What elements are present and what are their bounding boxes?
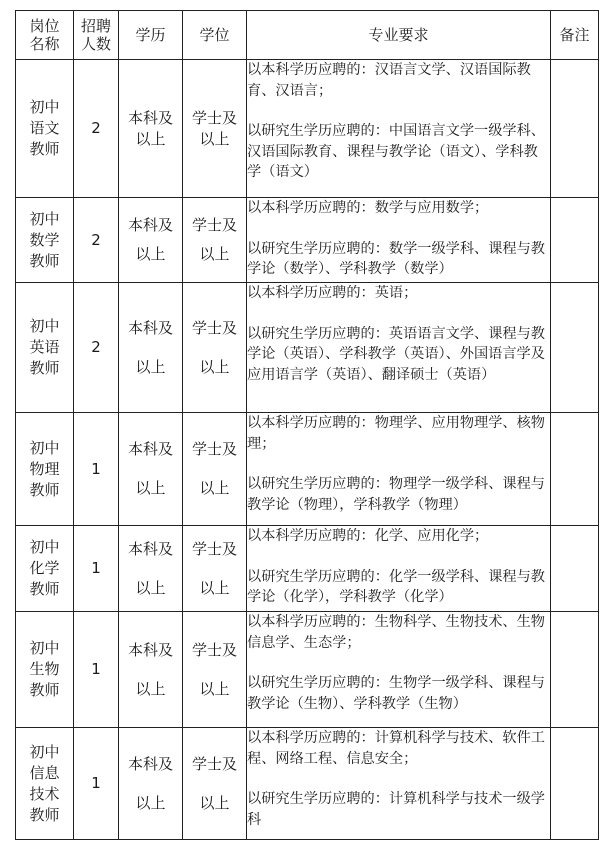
post-name-line: 教师 [29, 359, 60, 377]
education-line: 以上 [135, 357, 166, 376]
post-name-line: 技术 [29, 784, 60, 803]
post-name-line: 初中 [29, 438, 60, 457]
major-graduate: 以研究生学历应聘的：中国语言文学一级学科、汉语国际教育、课程与教学论（语文）、学科教学（语文） [247, 123, 545, 180]
count-cell: 2 [74, 60, 119, 198]
major-bachelor: 以本科学历应聘的：英语； [247, 285, 418, 301]
major-bachelor: 以本科学历应聘的：化学、应用化学； [247, 528, 489, 544]
degree-cell [183, 526, 247, 612]
header-degree: 学位 [183, 11, 247, 60]
education-cell [119, 283, 183, 413]
header-note: 备注 [551, 11, 599, 60]
count-cell: 1 [74, 728, 119, 840]
degree-line: 学士及 [191, 108, 237, 127]
post-name-line: 化学 [29, 559, 60, 577]
header-post [16, 11, 74, 60]
major-bachelor: 以本科学历应聘的：数学与应用数学； [247, 200, 489, 216]
education-line: 本科及 [127, 754, 173, 773]
table-row [16, 198, 599, 283]
table-row [16, 283, 599, 413]
note-cell [551, 612, 599, 728]
post-cell [16, 283, 74, 413]
note-cell [551, 728, 599, 840]
header-row [16, 11, 599, 60]
degree-line: 以上 [199, 578, 230, 597]
post-cell [16, 526, 74, 612]
post-name-line: 初中 [29, 742, 60, 761]
major-bachelor: 以本科学历应聘的：汉语言文学、汉语国际教育、汉语言； [247, 62, 531, 99]
degree-line: 学士及 [191, 539, 237, 558]
degree-line: 学士及 [191, 318, 237, 337]
count-cell: 1 [74, 612, 119, 728]
note-cell [551, 283, 599, 413]
table-row [16, 60, 599, 198]
post-name-line: 初中 [29, 209, 60, 228]
major-graduate: 以研究生学历应聘的：数学一级学科、课程与教学论（数学）、学科教学（数学） [247, 240, 545, 277]
degree-line: 以上 [199, 357, 230, 376]
major-cell [247, 728, 551, 840]
degree-line: 学士及 [191, 216, 237, 234]
header-major: 专业要求 [247, 11, 551, 60]
post-name-line: 信息 [29, 763, 60, 782]
major-cell [247, 198, 551, 283]
table-row [16, 728, 599, 840]
header-education: 学历 [119, 11, 183, 60]
major-cell [247, 526, 551, 612]
education-line: 以上 [135, 679, 166, 698]
education-line: 以上 [135, 245, 166, 263]
post-cell [16, 728, 74, 840]
post-name-line: 初中 [29, 639, 60, 657]
degree-cell [183, 198, 247, 283]
education-line: 本科及 [127, 216, 173, 234]
table-row [16, 413, 599, 526]
table-row [16, 526, 599, 612]
post-name-line: 教师 [29, 140, 60, 158]
major-graduate: 以研究生学历应聘的：英语语言文学、课程与教学论（英语）、学科教学（英语）、外国语言学及应用语言学（英语）、翻译硕士（英语） [247, 325, 545, 383]
education-line: 以上 [135, 793, 166, 812]
degree-line: 以上 [199, 129, 230, 148]
note-cell [551, 526, 599, 612]
count-cell: 2 [74, 283, 119, 413]
header-post-line1: 岗位 [29, 17, 60, 35]
degree-line: 以上 [199, 245, 230, 263]
post-cell [16, 413, 74, 526]
degree-line: 学士及 [191, 640, 237, 659]
degree-cell [183, 612, 247, 728]
degree-line: 学士及 [191, 754, 237, 773]
note-cell [551, 198, 599, 283]
post-cell [16, 612, 74, 728]
education-line: 本科及 [127, 440, 173, 458]
education-line: 本科及 [127, 640, 173, 659]
major-bachelor: 以本科学历应聘的：计算机科学与技术、软件工程、网络工程、信息安全； [247, 730, 545, 767]
education-line: 以上 [135, 129, 166, 148]
post-name-line: 教师 [29, 580, 60, 598]
education-cell [119, 728, 183, 840]
header-count-line2: 人数 [80, 35, 111, 53]
major-bachelor: 以本科学历应聘的：物理学、应用物理学、核物理； [247, 415, 545, 452]
count-cell: 1 [74, 413, 119, 526]
post-name-line: 语文 [29, 119, 60, 137]
note-cell [551, 60, 599, 198]
post-cell [16, 198, 74, 283]
post-cell [16, 60, 74, 198]
degree-cell [183, 728, 247, 840]
post-name-line: 教师 [29, 251, 60, 270]
count-cell: 1 [74, 526, 119, 612]
education-cell [119, 612, 183, 728]
post-name-line: 数学 [29, 230, 60, 249]
major-graduate: 以研究生学历应聘的：物理学一级学科、课程与教学论（物理），学科教学（物理） [247, 476, 545, 513]
degree-line: 以上 [199, 479, 230, 497]
header-count-line1: 招聘 [80, 17, 111, 35]
education-line: 以上 [135, 578, 166, 597]
post-name-line: 物理 [29, 459, 60, 478]
table-row [16, 612, 599, 728]
post-name-line: 教师 [29, 805, 60, 824]
post-name-line: 初中 [29, 538, 60, 556]
major-cell [247, 612, 551, 728]
education-line: 本科及 [127, 539, 173, 558]
degree-cell [183, 413, 247, 526]
count-cell: 2 [74, 198, 119, 283]
education-line: 以上 [135, 479, 166, 497]
header-post-line2: 名称 [29, 35, 60, 53]
note-cell [551, 413, 599, 526]
degree-line: 以上 [199, 679, 230, 698]
recruitment-table [15, 10, 599, 840]
degree-cell [183, 60, 247, 198]
post-name-line: 初中 [29, 317, 60, 335]
education-cell [119, 198, 183, 283]
major-graduate: 以研究生学历应聘的：计算机科学与技术一级学科 [247, 791, 545, 828]
post-name-line: 英语 [29, 338, 60, 356]
education-line: 本科及 [127, 318, 173, 337]
post-name-line: 初中 [29, 98, 60, 116]
education-cell [119, 413, 183, 526]
major-cell [247, 60, 551, 198]
degree-line: 学士及 [191, 440, 237, 458]
major-bachelor: 以本科学历应聘的：生物科学、生物技术、生物信息学、生态学； [247, 614, 545, 651]
post-name-line: 教师 [29, 681, 60, 699]
education-line: 本科及 [127, 108, 173, 127]
degree-line: 以上 [199, 793, 230, 812]
major-graduate: 以研究生学历应聘的：生物学一级学科、课程与教学论（生物）、学科教学（生物） [247, 675, 545, 712]
major-graduate: 以研究生学历应聘的：化学一级学科、课程与教学论（化学），学科教学（化学） [247, 568, 545, 605]
major-cell [247, 283, 551, 413]
post-name-line: 生物 [29, 660, 60, 678]
degree-cell [183, 283, 247, 413]
education-cell [119, 526, 183, 612]
education-cell [119, 60, 183, 198]
header-count [74, 11, 119, 60]
major-cell [247, 413, 551, 526]
post-name-line: 教师 [29, 480, 60, 499]
